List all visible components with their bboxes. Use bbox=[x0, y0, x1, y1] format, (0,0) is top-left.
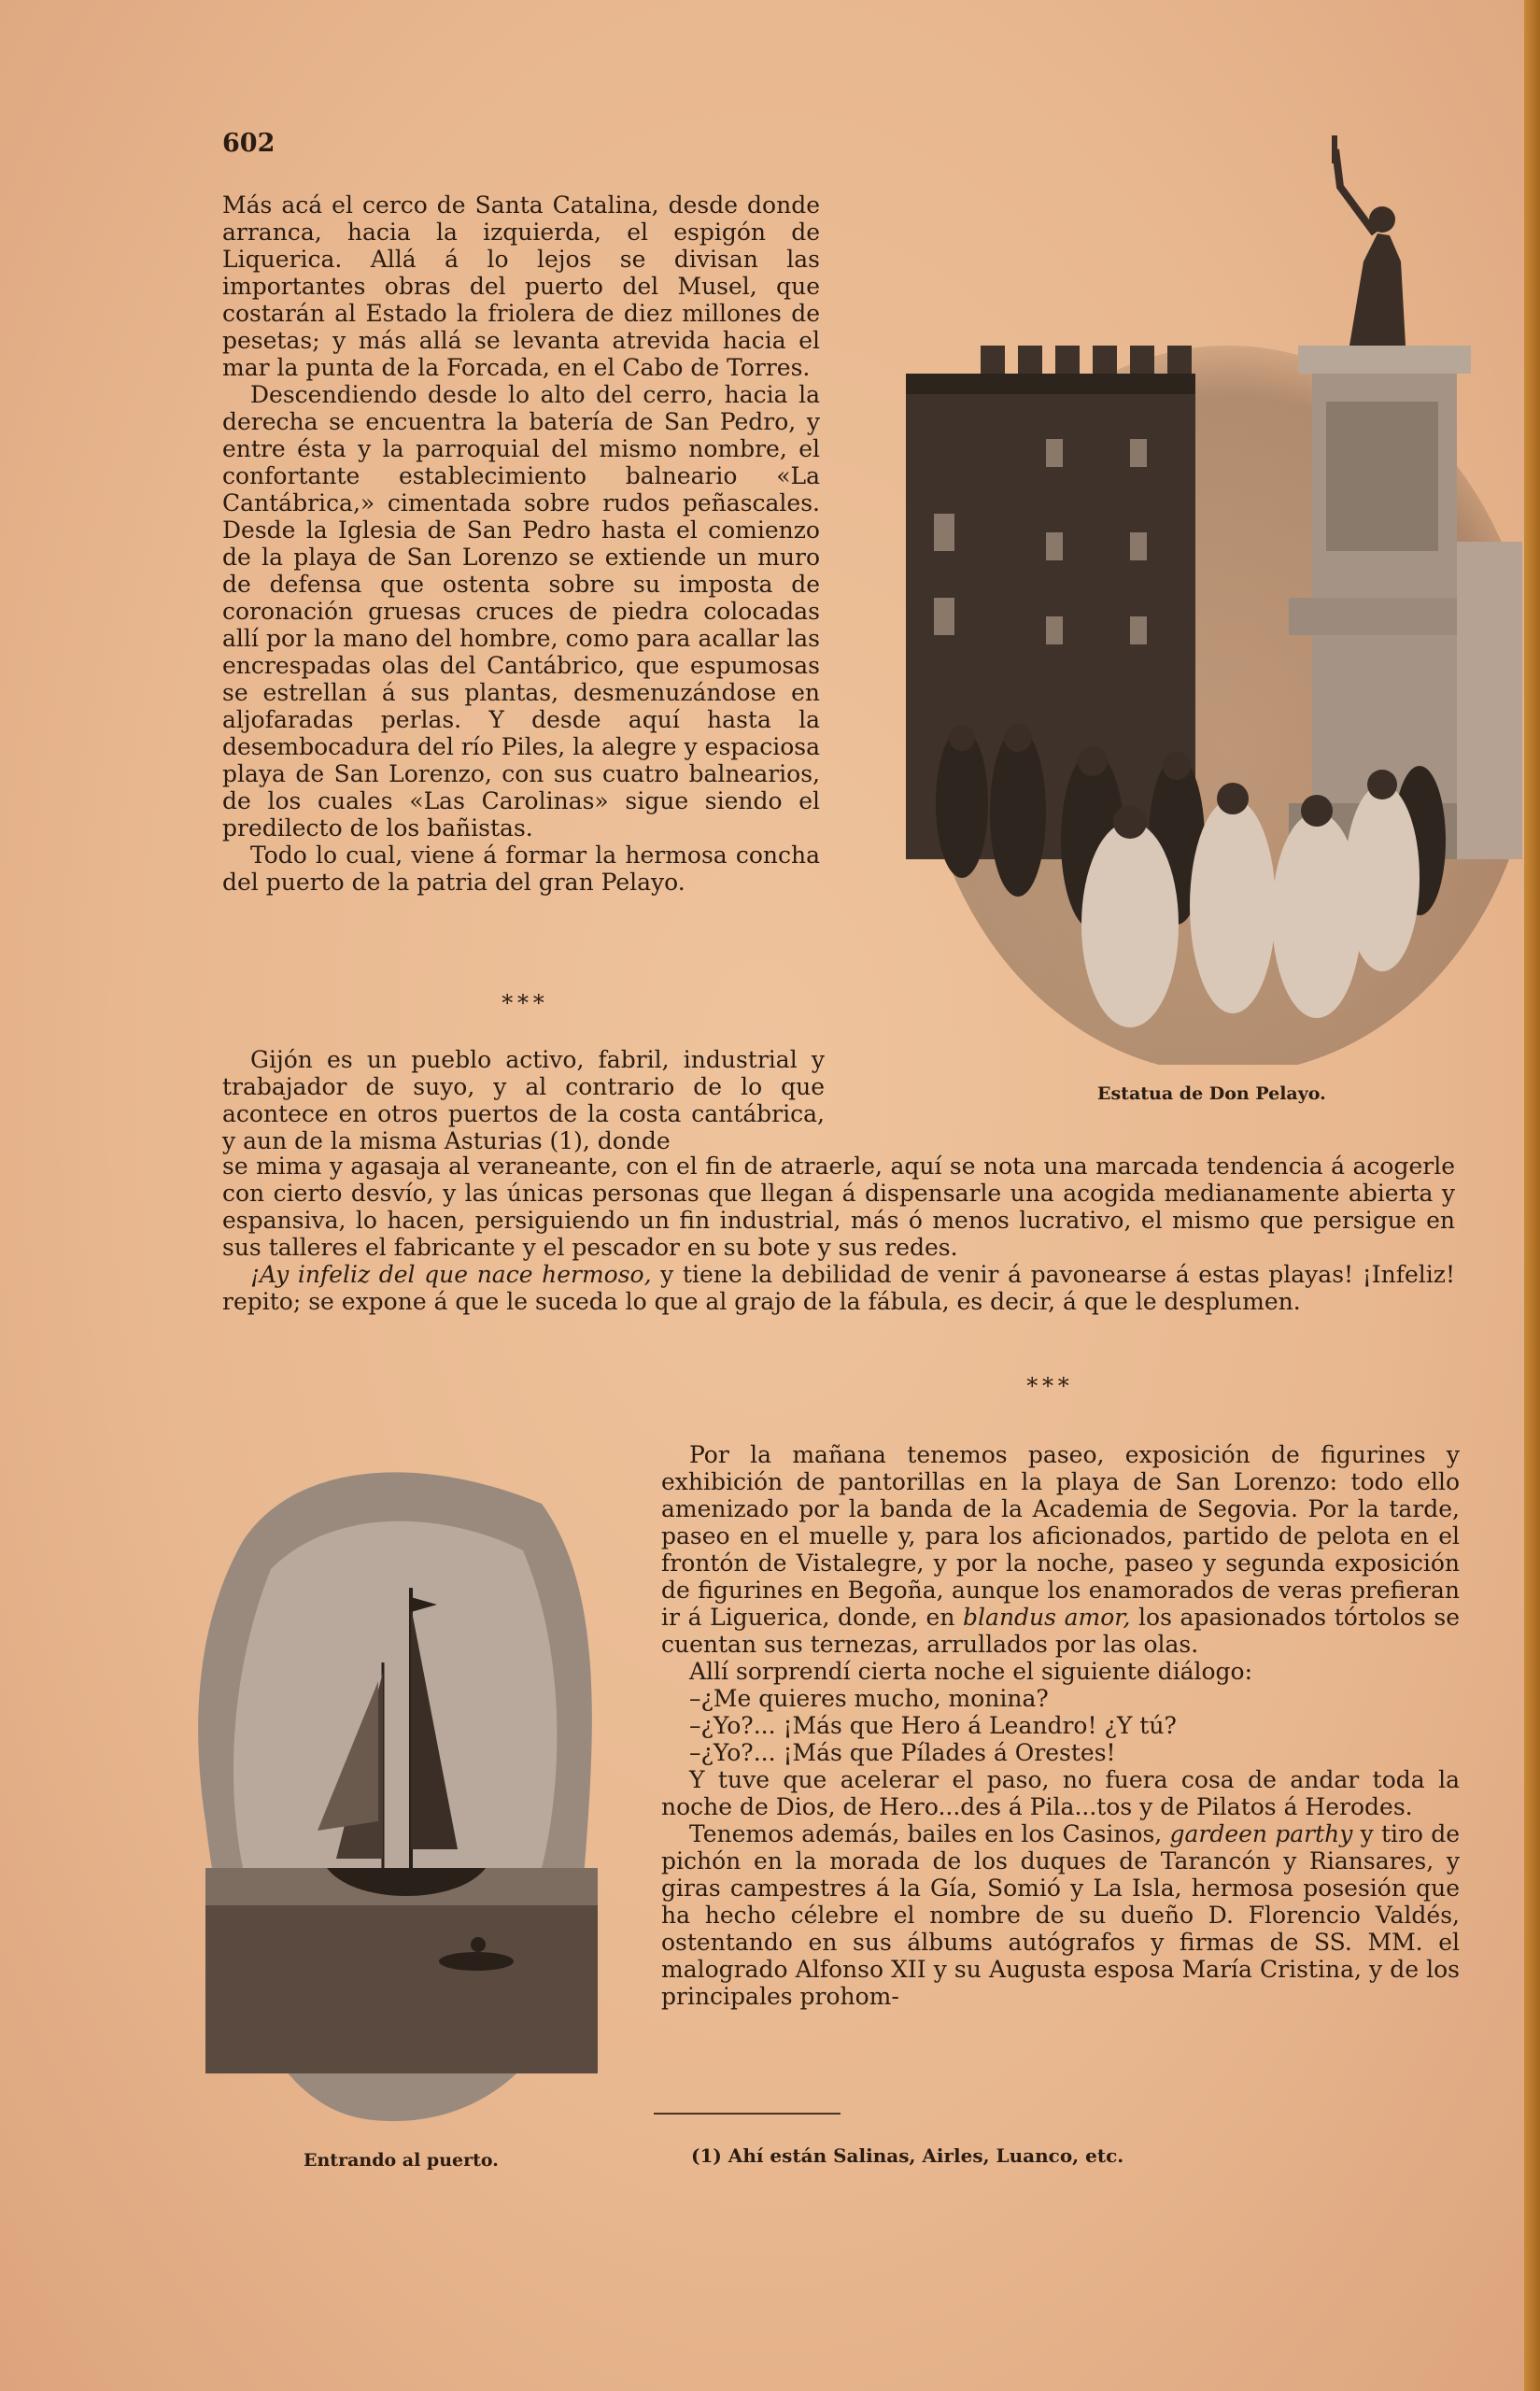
caption-statue: Estatua de Don Pelayo. bbox=[1097, 1083, 1326, 1104]
paragraph-santa-catalina: Más acá el cerco de Santa Catalina, desde donde arranca, hacia la izquierda, el espigón de Liquerica. Allá á lo lejos se divisan las importantes obras del puerto del Musel, que costarán al Estado la friolera de diez millones de pesetas; y más allá se levanta atrevida hacia el mar la punta de la Forcada, en el Cabo de Torres. bbox=[222, 191, 820, 381]
dialogue-line-3: –¿Yo?... ¡Más que Pílades á Orestes! bbox=[689, 1739, 1116, 1766]
footnote-rule bbox=[654, 2113, 841, 2115]
paragraph-ay-infeliz: ¡Ay infeliz del que nace hermoso, y tiene la debilidad de venir á pavonearse á estas playas! ¡Infeliz! repito; se expone á que le suceda lo que al grajo de la fábula, es decir, á que le desplumen. bbox=[222, 1261, 1455, 1315]
paragraph-por-la-manana: Por la mañana tenemos paseo, exposición de figurines y exhibición de pantorillas en la playa de San Lorenzo: todo ello amenizado por la banda de la Academia de Segovia. Por la tarde, paseo en el muelle y, para los aficionados, partido de pelota en el frontón de Vistalegre, y por la noche, paseo y segunda exposición de figurines en Begoña, aunque los enamorados de veras prefieran ir á Liguerica, donde, en blandus amor, los apasionados tórtolos se cuentan sus ternezas, arrullados por las olas. bbox=[661, 1441, 1460, 1658]
paragraph-tenemos-ademas: Tenemos además, bailes en los Casinos, gardeen parthy y tiro de pichón en la morada de los duques de Tarancón y Riansares, y giras campestres á la Gía, Somió y La Isla, hermosa posesión que ha hecho célebre el nombre de su dueño D. Florencio Valdés, ostentando en sus álbums autógrafos y firmas de SS. MM. el malogrado Alfonso XII y su Augusta esposa María Cristina, y de los principales prohom- bbox=[661, 1820, 1460, 2010]
section-separator-2: * * * bbox=[1026, 1373, 1069, 1399]
column-bottom-right bbox=[661, 1441, 1460, 2010]
paragraph-dialogo-intro: Allí sorprendí cierta noche el siguiente diálogo: bbox=[689, 1658, 1253, 1685]
section-separator-1: * * * bbox=[502, 990, 544, 1016]
paragraph-gijon-continued: se mima y agasaja al veraneante, con el fin de atraerle, aquí se nota una marcada tendencia á acogerle con cierto desvío, y las únicas personas que llegan á dispensarle una acogida medianamente abierta y espansiva, lo hacen, persiguiendo un fin industrial, más ó menos lucrativo, el mismo que persigue en sus talleres el fabricante y el pescador en su bote y sus redes. bbox=[222, 1153, 1455, 1261]
dialogue-line-1: –¿Me quieres mucho, monina? bbox=[689, 1685, 1049, 1712]
paragraph-descendiendo: Descendiendo desde lo alto del cerro, hacia la derecha se encuentra la batería de San Pedro, y entre ésta y la parroquial del mismo nombre, el confortante establecimiento balneario «La Cantábrica,» cimentada sobre rudos peñascales. Desde la Iglesia de San Pedro hasta el comienzo de la playa de San Lorenzo se extiende un muro de defensa que ostenta sobre su imposta de coronación gruesas cruces de piedra colocadas allí por la mano del hombre, como para acallar las encrespadas olas del Cantábrico, que espumosas se estrellan á sus plantas, desmenuzándose en aljofaradas perlas. Y desde aquí hasta la desembocadura del río Piles, la alegre y espaciosa playa de San Lorenzo, con sus cuatro balnearios, de los cuales «Las Carolinas» sigue siendo el predilecto de los bañistas. bbox=[222, 381, 820, 842]
caption-ship: Entrando al puerto. bbox=[304, 2150, 499, 2171]
statue-illustration bbox=[878, 131, 1522, 1065]
footnote: (1) Ahí están Salinas, Airles, Luanco, etc. bbox=[691, 2144, 1124, 2167]
paragraph-gijon-start: Gijón es un pueblo activo, fabril, industrial y trabajador de suyo, y al contrario de lo que acontece en otros puertos de la costa cantábrica, y aun de la misma Asturias (1), donde bbox=[222, 1046, 825, 1154]
paragraph-concha: Todo lo cual, viene á formar la hermosa concha del puerto de la patria del gran Pelayo. bbox=[222, 842, 820, 896]
dialogue-line-2: –¿Yo?... ¡Más que Hero á Leandro! ¿Y tú? bbox=[689, 1712, 1177, 1739]
ship-illustration bbox=[187, 1420, 616, 2139]
book-spine bbox=[1524, 0, 1540, 2391]
page-number: 602 bbox=[222, 129, 276, 158]
paragraph-acelerar: Y tuve que acelerar el paso, no fuera cosa de andar toda la noche de Dios, de Hero...des á Pila...tos y de Pilatos á Herodes. bbox=[661, 1766, 1460, 1820]
column-full-width bbox=[222, 1153, 1455, 1315]
column-top-left bbox=[222, 191, 820, 896]
